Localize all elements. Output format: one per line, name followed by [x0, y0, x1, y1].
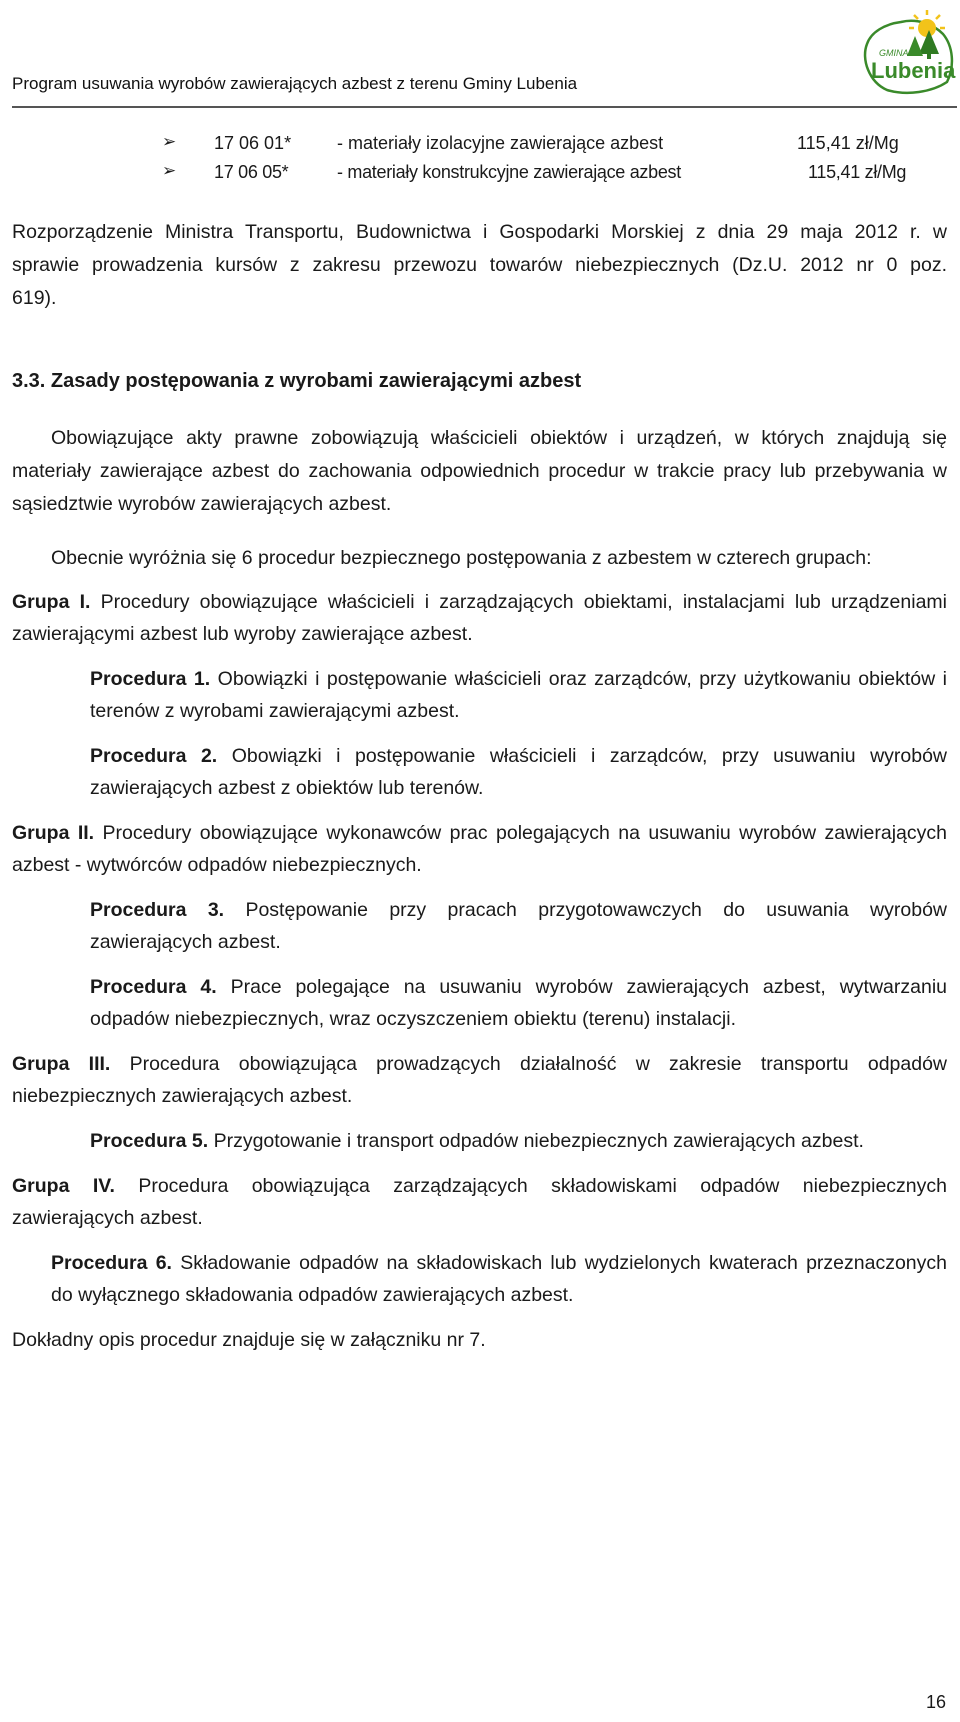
- procedure-label: Procedura 3.: [90, 899, 225, 921]
- group-paragraph: [12, 1170, 947, 1234]
- intro-paragraph: Obowiązujące akty prawne zobowiązują właścicieli obiektów i urządzeń, w których znajdują się materiały zawierające azbest do zachowania odpowiednich procedur w trakcie pracy lub przebywania w sąsiedztwie wyrobów zawierających azbest.: [12, 427, 947, 515]
- document-body: [12, 130, 947, 1356]
- closing-paragraph: Dokładny opis procedur znajduje się w załączniku nr 7.: [12, 1329, 486, 1351]
- section-heading: 3.3. Zasady postępowania z wyrobami zawierającymi azbest: [12, 370, 582, 392]
- arrow-bullet-icon: ➢: [162, 132, 177, 151]
- logo-name-text: Lubenia: [871, 58, 956, 83]
- procedure-text: Postępowanie przy pracach przygotowawczych do usuwania wyrobów zawierających azbest.: [90, 899, 948, 953]
- page-number: 16: [925, 1692, 946, 1712]
- procedure-text: Obowiązki i postępowanie właścicieli oraz zarządców, przy użytkowaniu obiektów i terenów z wyrobami zawierającymi azbest.: [90, 668, 948, 722]
- gmina-lubenia-logo: [857, 4, 957, 96]
- logo-top-text: GMINA: [879, 48, 909, 58]
- procedure-label: Procedura 4.: [90, 976, 217, 998]
- procedure-paragraph: [90, 663, 947, 727]
- waste-price: 115,41 zł/Mg: [808, 162, 907, 182]
- procedure-paragraph: [51, 1247, 947, 1311]
- group-label: Grupa I.: [12, 591, 91, 613]
- procedure-paragraph: [90, 894, 947, 958]
- procedure-text: Obowiązki i postępowanie właścicieli i zarządców, przy usuwaniu wyrobów zawierających azbest z obiektów lub terenów.: [90, 745, 948, 799]
- procedure-text: Składowanie odpadów na składowiskach lub wydzielonych kwaterach przeznaczonych do wyłącznego składowania odpadów zawierających azbest.: [51, 1252, 947, 1306]
- procedure-label: Procedura 2.: [90, 745, 218, 767]
- arrow-bullet-icon: ➢: [162, 161, 177, 180]
- group-text: Procedury obowiązujące właścicieli i zarządzających obiektami, instalacjami lub urządzeniami zawierającymi azbest lub wyroby zawierające azbest.: [12, 591, 947, 645]
- procedure-paragraph: [90, 1125, 947, 1157]
- waste-code: 17 06 05*: [214, 162, 289, 182]
- group-label: Grupa III.: [12, 1053, 111, 1075]
- waste-price: 115,41 zł/Mg: [797, 133, 899, 153]
- procedure-paragraph: [90, 740, 947, 804]
- waste-description: - materiały izolacyjne zawierające azbest: [337, 133, 664, 153]
- header-divider: [12, 106, 957, 108]
- waste-description: - materiały konstrukcyjne zawierające azbest: [337, 162, 681, 182]
- group-text: Procedura obowiązująca prowadzących działalność w zakresie transportu odpadów niebezpiecznych zawierających azbest.: [12, 1053, 948, 1107]
- intro-paragraph: Obecnie wyróżnia się 6 procedur bezpiecznego postępowania z azbestem w czterech grupach:: [51, 547, 872, 569]
- group-paragraph: [12, 817, 947, 881]
- page-header: [12, 0, 957, 110]
- group-text: Procedury obowiązujące wykonawców prac polegających na usuwaniu wyrobów zawierających azbest - wytwórców odpadów niebezpiecznych.: [12, 822, 947, 876]
- waste-code-row: [12, 159, 947, 188]
- procedure-label: Procedura 6.: [51, 1252, 172, 1274]
- waste-code: 17 06 01*: [214, 133, 292, 153]
- waste-code-row: [12, 130, 947, 159]
- regulation-paragraph: Rozporządzenie Ministra Transportu, Budownictwa i Gospodarki Morskiej z dnia 29 maja 2012 r. w sprawie prowadzenia kursów z zakresu przewozu towarów niebezpiecznych (Dz.U. 2012 nr 0 poz. 619).: [12, 221, 947, 309]
- group-text: Procedura obowiązująca zarządzających składowiskami odpadów niebezpiecznych zawierających azbest.: [12, 1175, 947, 1229]
- group-paragraph: [12, 1048, 947, 1112]
- procedure-text: Przygotowanie i transport odpadów niebezpiecznych zawierających azbest.: [213, 1130, 864, 1152]
- header-title: Program usuwania wyrobów zawierających azbest z terenu Gminy Lubenia: [12, 74, 578, 93]
- group-label: Grupa IV.: [12, 1175, 115, 1197]
- procedure-paragraph: [90, 971, 947, 1035]
- group-label: Grupa II.: [12, 822, 95, 844]
- procedure-text: Prace polegające na usuwaniu wyrobów zawierających azbest, wytwarzaniu odpadów niebezpiecznych, wraz oczyszczeniem obiektu (terenu) instalacji.: [90, 976, 948, 1030]
- group-paragraph: [12, 586, 947, 650]
- procedure-label: Procedura 1.: [90, 668, 211, 690]
- procedure-label: Procedura 5.: [90, 1130, 209, 1152]
